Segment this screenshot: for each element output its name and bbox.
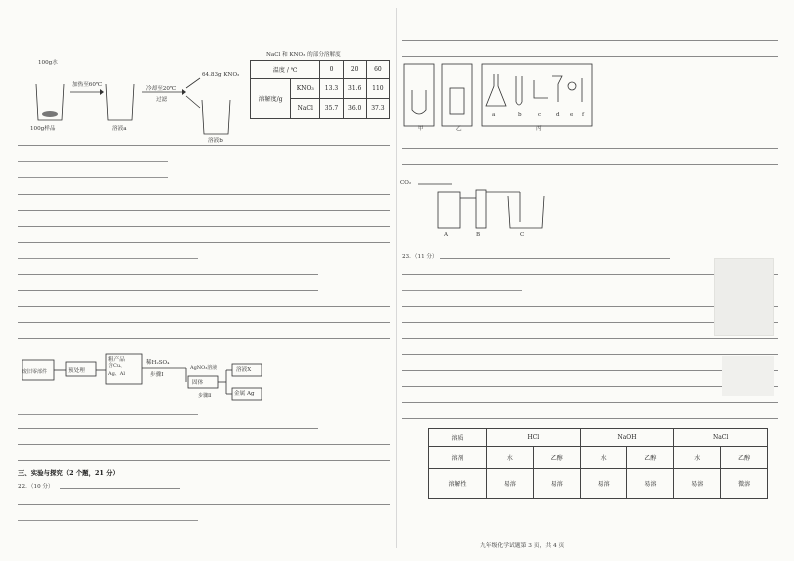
apparatus-label-e: e (570, 112, 574, 118)
question-line (402, 354, 778, 355)
apparatus-label-b: b (518, 112, 522, 118)
question-line (18, 444, 390, 445)
question-line (18, 414, 198, 415)
question-line (18, 226, 390, 227)
question-22-label: 22．（10 分） (18, 484, 54, 490)
question-line (18, 504, 390, 505)
question-line (402, 338, 778, 339)
question-line (18, 520, 198, 521)
question-line (402, 418, 778, 419)
tube-b-label: B (476, 232, 481, 238)
question-line (402, 56, 778, 57)
flow-box-solid: 固体 (192, 380, 204, 386)
question-23-label: 23．（11 分） (402, 254, 438, 260)
question-line (18, 460, 390, 461)
solvent-cell: 水 (487, 447, 534, 469)
solvent-cell: 水 (580, 447, 627, 469)
conical-flask-a (486, 74, 506, 106)
temp-cell: 60 (366, 61, 389, 79)
apparatus-label-a: a (492, 112, 496, 118)
solubility-cell: 易溶 (674, 469, 721, 499)
question-line (18, 306, 390, 307)
flow-step-two: 步骤Ⅱ (198, 393, 212, 399)
value-cell: 13.3 (320, 79, 343, 99)
heat-step-label: 加热至60℃ (72, 82, 103, 88)
tube-b (476, 190, 486, 228)
flow-reagent-silver: AgNO₃溶液 (190, 365, 218, 371)
question-line (18, 210, 390, 211)
arrow-crystals (186, 78, 200, 88)
question-line (18, 258, 198, 259)
solution-b-label: 溶液b (208, 138, 223, 144)
question-line (18, 177, 168, 178)
temp-cell: 20 (343, 61, 366, 79)
value-cell: 36.0 (343, 99, 366, 119)
funnel-d (552, 76, 562, 102)
table-header-cell: NaCl (674, 429, 768, 447)
scan-shadow (714, 258, 774, 336)
question-line (18, 428, 318, 429)
solution-a-label: 溶液a (112, 126, 127, 132)
beaker-a (106, 84, 134, 120)
question-line (402, 40, 778, 41)
solubility-table (250, 60, 390, 119)
flow-reagent-acid: 稀H₂SO₄ (146, 360, 170, 366)
tube-c (534, 80, 548, 98)
question-line (60, 488, 180, 489)
solubility-table-title: NaCl 和 KNO₃ 的部分溶解度 (266, 52, 341, 58)
flow-box-crude-3: Ag、Al (108, 371, 126, 377)
value-cell: 35.7 (320, 99, 343, 119)
question-line (18, 338, 390, 339)
question-line (18, 290, 318, 291)
question-line (402, 290, 522, 291)
group-jia-frame (404, 64, 434, 126)
cool-step-label: 冷却至20℃ (146, 86, 177, 92)
arrow-filtrate (186, 96, 200, 108)
section-heading: 三、实验与探究（2 个题，21 分） (18, 469, 119, 477)
flow-box-pretreat: 预处理 (68, 368, 85, 374)
group-yi-label: 乙 (456, 126, 462, 132)
question-line (402, 402, 778, 403)
question-line (402, 164, 778, 165)
flow-box-crude-2: 含Cu、 (108, 363, 126, 369)
solvent-cell: 乙醇 (721, 447, 768, 469)
solubility-cell: 微溶 (721, 469, 768, 499)
flow-box-crude-1: 粗产品 (108, 357, 125, 363)
solubility-row-header: 溶解度/g (251, 79, 291, 119)
flow-box-waste: 废旧零部件 (22, 369, 48, 375)
temp-cell: 0 (320, 61, 343, 79)
solvent-cell: 乙醇 (627, 447, 674, 469)
beaker-c-label: C (520, 232, 525, 238)
apparatus-label-c: c (538, 112, 542, 118)
question-line (18, 274, 318, 275)
apparatus-figure (402, 62, 602, 134)
u-tube (412, 90, 426, 114)
table-header-cell: 溶质 (429, 429, 487, 447)
question-line (18, 145, 390, 146)
gas-bottle (450, 88, 464, 114)
co2-apparatus (402, 178, 552, 240)
beaker-c (508, 196, 544, 228)
question-line (402, 148, 778, 149)
value-cell: 31.6 (343, 79, 366, 99)
flow-box-solution-x: 溶液X (236, 367, 252, 373)
question-line (18, 242, 390, 243)
co2-inlet-label: CO₂ (400, 180, 412, 186)
apparatus-label-f: f (582, 112, 585, 118)
apparatus-label-d: d (556, 112, 560, 118)
bottle-a-label: A (444, 232, 449, 238)
solubility-cell: 易溶 (580, 469, 627, 499)
filter-step-label: 过滤 (156, 97, 168, 103)
value-cell: 110 (366, 79, 389, 99)
beaker-b (202, 100, 230, 134)
solubility-cell: 易溶 (487, 469, 534, 499)
solvent-cell: 水 (674, 447, 721, 469)
page-footer: 九年级化学试题第 3 页，共 4 页 (480, 543, 565, 549)
column-divider (396, 8, 397, 548)
recycling-flow-chart (22, 346, 262, 412)
question-line (18, 161, 168, 162)
left-column (14, 0, 392, 561)
substance-cell: NaCl (291, 99, 320, 119)
water-label: 100g水 (38, 60, 58, 66)
scan-shadow (722, 356, 774, 396)
bottle-a (438, 192, 460, 228)
value-cell: 37.3 (366, 99, 389, 119)
group-bing-label: 丙 (536, 126, 542, 132)
test-tube-b (516, 76, 522, 105)
table-header-cell: HCl (487, 429, 581, 447)
question-line (18, 194, 390, 195)
question-line (440, 258, 670, 259)
group-jia-label: 甲 (418, 126, 424, 132)
temp-header-cell: 温度 / ℃ (251, 61, 320, 79)
solubility-cell: 易溶 (627, 469, 674, 499)
crystal-mass-label: 64.83g KNO₃ (202, 72, 240, 78)
solvent-cell: 乙醇 (533, 447, 580, 469)
table-row-label: 溶剂 (429, 447, 487, 469)
question-line (18, 322, 390, 323)
stopper-e (568, 82, 576, 90)
flow-step-one: 步骤Ⅰ (150, 372, 164, 378)
solubility-cell: 易溶 (533, 469, 580, 499)
group-bing-frame (482, 64, 592, 126)
table-header-cell: NaOH (580, 429, 674, 447)
substance-cell: KNO₃ (291, 79, 320, 99)
table-row-label: 溶解性 (429, 469, 487, 499)
sample-label: 100g样品 (30, 126, 56, 132)
flow-box-silver: 金属 Ag (234, 391, 255, 397)
group-yi-frame (442, 64, 472, 126)
solvent-solubility-table (428, 428, 768, 499)
